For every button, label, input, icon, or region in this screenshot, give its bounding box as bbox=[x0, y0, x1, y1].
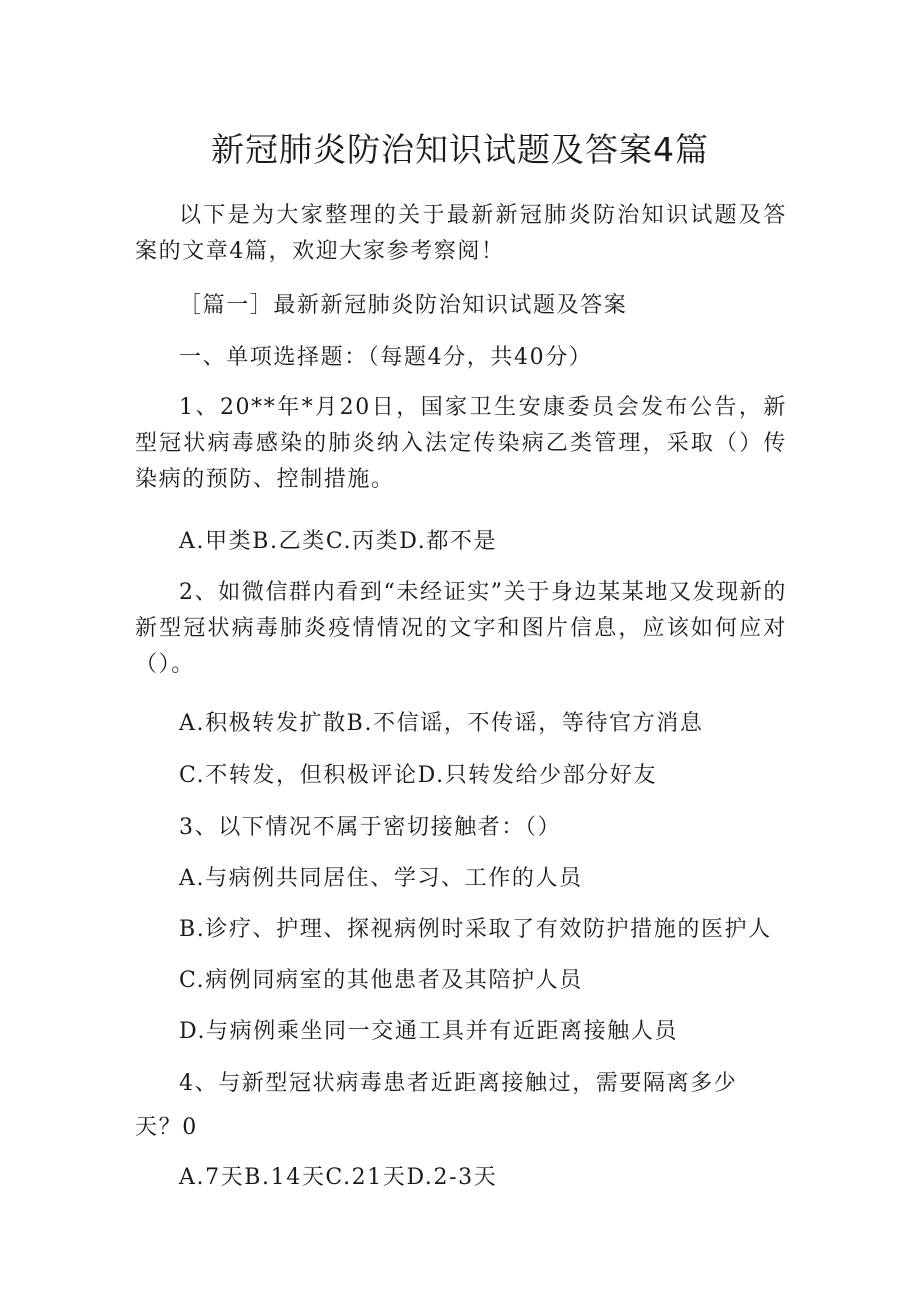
question-4-options: A.7天B.14天C.21天D.2-3天 bbox=[179, 1165, 498, 1190]
question-1-options: A.甲类B.乙类C.丙类D.都不是 bbox=[179, 529, 498, 554]
question-3-option-c: C.病例同病室的其他患者及其陪护人员 bbox=[179, 968, 583, 993]
question-3-text: 3、以下情况不属于密切接触者：（） bbox=[179, 815, 562, 840]
part-heading: 一、单项选择题：（每题4分，共40分） bbox=[179, 345, 593, 370]
question-4-text-continued: 天？0 bbox=[135, 1115, 198, 1140]
question-2-options-cd: C.不转发，但积极评论D.只转发给少部分好友 bbox=[179, 763, 658, 788]
question-1-text: 1、20**年*月20日，国家卫生安康委员会发布公告，新型冠状病毒感染的肺炎纳入法定传染病乙类管理，采取（）传染病的预防、控制措施。 bbox=[135, 395, 787, 492]
document-title: 新冠肺炎防治知识试题及答案4篇 bbox=[211, 130, 709, 169]
question-3-option-a: A.与病例共同居住、学习、工作的人员 bbox=[179, 866, 583, 891]
question-3-option-d: D.与病例乘坐同一交通工具并有近距离接触人员 bbox=[179, 1019, 679, 1044]
question-4-text: 4、与新型冠状病毒患者近距离接触过，需要隔离多少 bbox=[179, 1071, 738, 1096]
question-3-option-b: B.诊疗、护理、探视病例时采取了有效防护措施的医护人 bbox=[179, 917, 772, 942]
section-heading: ［篇一］最新新冠肺炎防治知识试题及答案 bbox=[179, 293, 628, 318]
question-2-options-ab: A.积极转发扩散B.不信谣，不传谣，等待官方消息 bbox=[179, 711, 704, 736]
intro-paragraph: 以下是为大家整理的关于最新新冠肺炎防治知识试题及答案的文章4篇，欢迎大家参考察阅！ bbox=[135, 203, 787, 264]
question-2-text: 2、如微信群内看到“未经证实”关于身边某某地又发现新的新型冠状病毒肺炎疫情情况的文字和图片信息，应该如何应对（）。 bbox=[135, 580, 787, 677]
